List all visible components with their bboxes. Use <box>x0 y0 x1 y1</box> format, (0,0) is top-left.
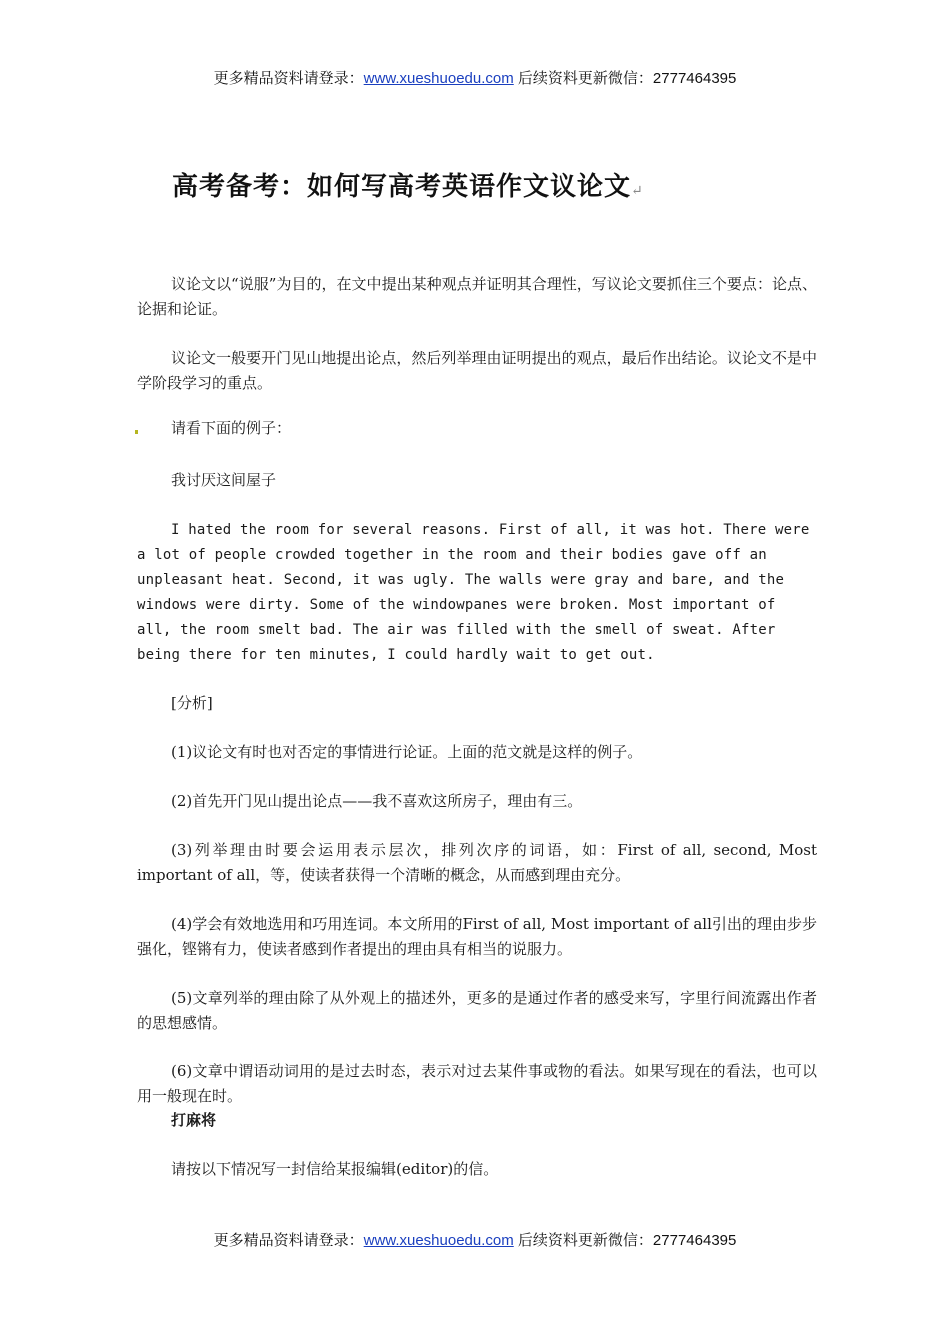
section-2-title <box>137 1108 817 1133</box>
return-mark-icon: ↵ <box>631 183 644 199</box>
analysis-point-6: (6)文章中谓语动词用的是过去时态，表示对过去某件事或物的看法。如果写现在的看法，也可以用一般现在时。 <box>137 1062 817 1105</box>
document-title-text: 高考备考：如何写高考英语作文议论文 <box>172 172 632 202</box>
analysis-point-5: (5)文章列举的理由除了从外观上的描述外，更多的是通过作者的感受来写，字里行间流露出作者的思想感情。 <box>137 989 817 1032</box>
header-suffix: 后续资料更新微信：2777464395 <box>513 70 737 87</box>
section-2-title-text: 打麻将 <box>171 1111 217 1129</box>
page-header <box>0 67 950 88</box>
intro-paragraph-1: 议论文以“说服”为目的，在文中提出某种观点并证明其合理性，写议论文要抓住三个要点：论点、论据和论证。 <box>137 275 817 318</box>
document-title <box>172 166 644 203</box>
page-footer <box>0 1229 950 1250</box>
footer-website-link[interactable]: www.xueshuoedu.com <box>363 1232 514 1249</box>
analysis-point-1: (1)议论文有时也对否定的事情进行论证。上面的范文就是这样的例子。 <box>171 743 643 761</box>
example-title: 我讨厌这间屋子 <box>171 471 277 489</box>
analysis-point-2: (2)首先开门见山提出论点——我不喜欢这所房子，理由有三。 <box>171 792 583 810</box>
analysis-label: [分析] <box>171 694 213 712</box>
footer-suffix: 后续资料更新微信：2777464395 <box>513 1232 737 1249</box>
example-intro: 请看下面的例子： <box>171 419 292 437</box>
header-website-link[interactable]: www.xueshuoedu.com <box>363 70 514 87</box>
analysis-point-3: (3)列举理由时要会运用表示层次，排列次序的词语，如：First of all, second, Most important of all，等，使读者获得一个清晰的概念，从而感到理由充分。 <box>137 841 817 884</box>
section-2-text: 请按以下情况写一封信给某报编辑(editor)的信。 <box>171 1160 499 1178</box>
footer-prefix: 更多精品资料请登录： <box>213 1232 364 1249</box>
analysis-point-4: (4)学会有效地选用和巧用连词。本文所用的First of all, Most important of all引出的理由步步强化，铿锵有力，使读者感到作者提出的理由具有相当的说服力。 <box>137 915 817 958</box>
intro-paragraph-2: 议论文一般要开门见山地提出论点，然后列举理由证明提出的观点，最后作出结论。议论文不是中学阶段学习的重点。 <box>137 349 817 392</box>
header-prefix: 更多精品资料请登录： <box>213 70 364 87</box>
example-text: I hated the room for several reasons. First of all, it was hot. There were a lot of people crowded together in the room and their bodies gave off an unpleasant heat. Second, it was ugly. The walls were gray and bare, and the windows were dirty. Some of the windowpanes were broken. Most important of all, the room smelt bad. The air was filled with the smell of sweat. After being there for ten minutes, I could hardly wait to get out. <box>137 522 810 663</box>
